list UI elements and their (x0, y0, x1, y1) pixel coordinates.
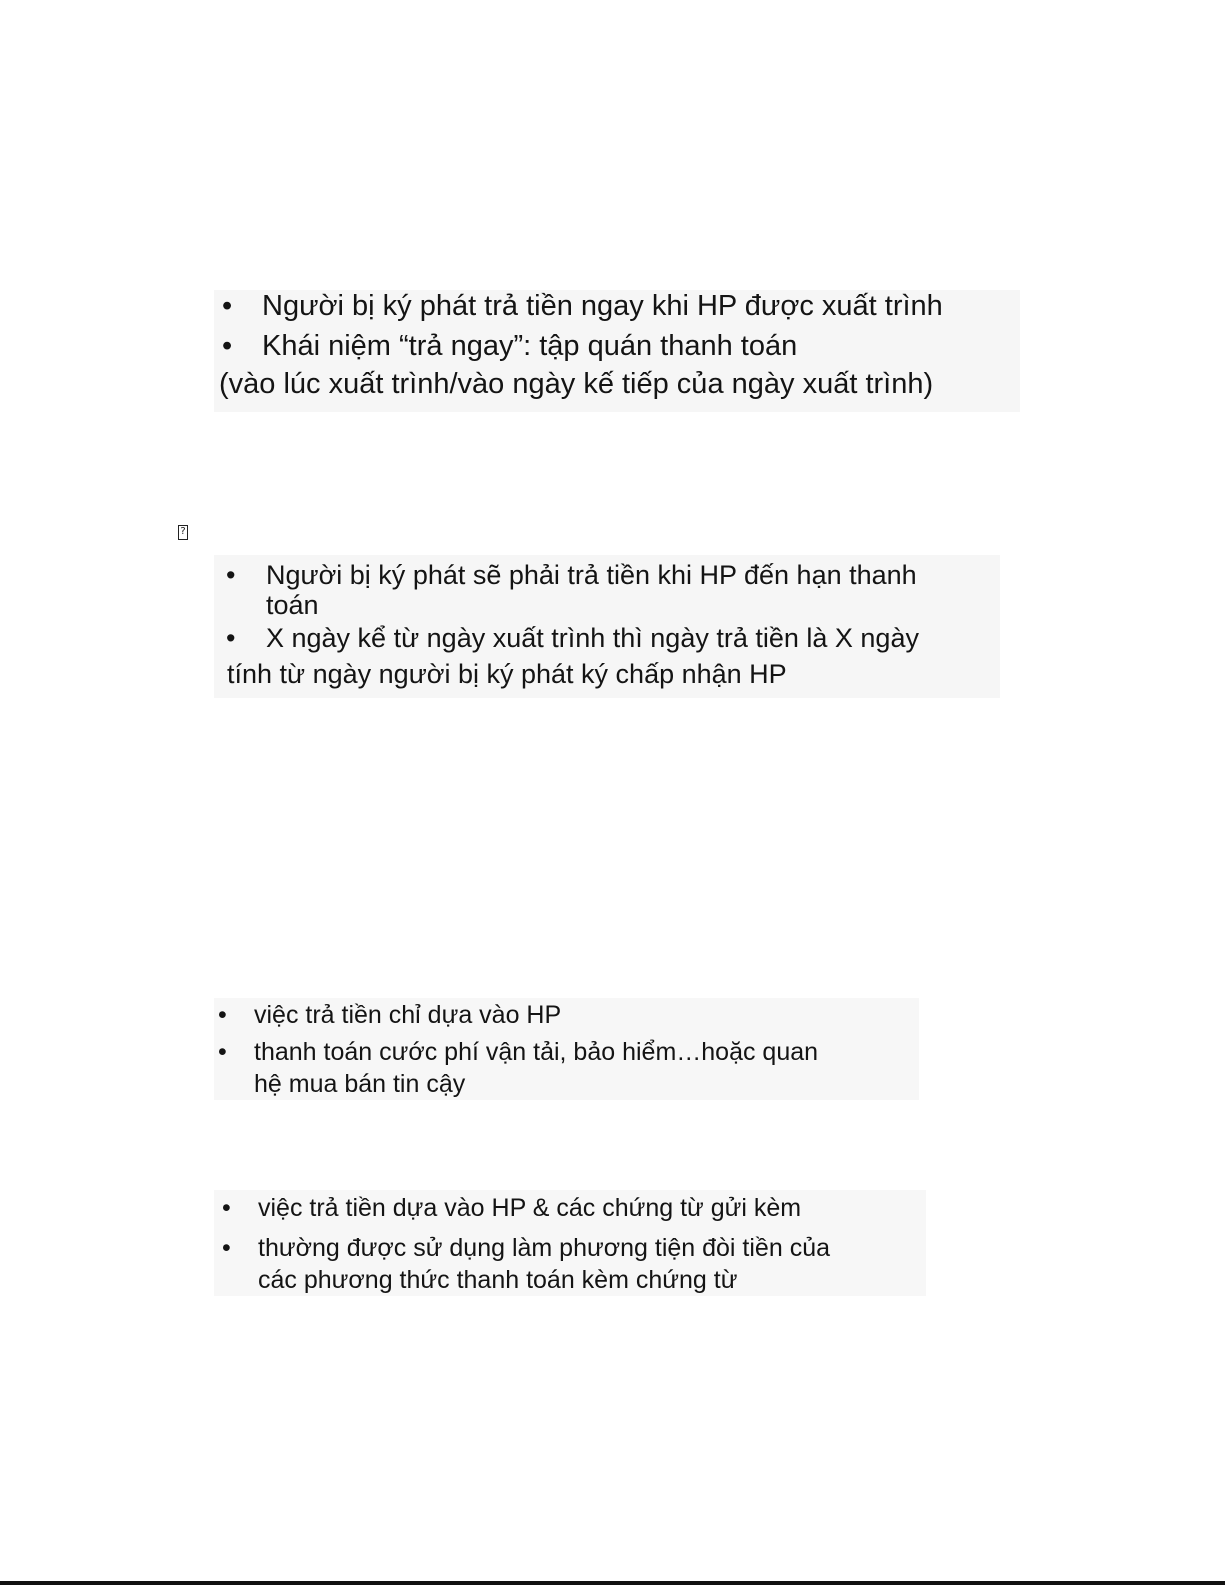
missing-glyph-icon: ? (178, 525, 188, 540)
bullet: • (226, 623, 236, 653)
page-bottom-rule (0, 1581, 1225, 1585)
text-line: toán (266, 590, 319, 620)
bullet: • (222, 290, 233, 322)
text-line: (vào lúc xuất trình/vào ngày kế tiếp của ngày xuất trình) (219, 368, 934, 400)
text-line: hệ mua bán tin cậy (254, 1070, 466, 1098)
text-line: X ngày kể từ ngày xuất trình thì ngày trả tiền là X ngày (266, 623, 919, 653)
text-line: thanh toán cước phí vận tải, bảo hiểm…hoặc quan (254, 1038, 819, 1066)
bullet: • (222, 1194, 231, 1222)
bullet: • (218, 1038, 227, 1066)
text-line: các phương thức thanh toán kèm chứng từ (258, 1266, 738, 1294)
text-line: Khái niệm “trả ngay”: tập quán thanh toán (262, 330, 798, 362)
slide-excerpt-clean-bill (214, 998, 919, 1100)
slide-excerpt-documentary-bill (214, 1190, 926, 1296)
text-line: Người bị ký phát trả tiền ngay khi HP được xuất trình (262, 290, 943, 322)
text-line: tính từ ngày người bị ký phát ký chấp nhận HP (227, 659, 787, 689)
bullet: • (226, 560, 236, 590)
text-line: thường được sử dụng làm phương tiện đòi tiền của (258, 1234, 830, 1262)
bullet: • (218, 1001, 227, 1029)
slide-excerpt-time-bill (214, 555, 1000, 698)
slide-excerpt-sight-bill (214, 290, 1020, 412)
text-line: việc trả tiền chỉ dựa vào HP (254, 1001, 562, 1029)
text-line: việc trả tiền dựa vào HP & các chứng từ gửi kèm (258, 1194, 802, 1222)
bullet: • (222, 1234, 231, 1262)
bullet: • (222, 330, 233, 362)
text-line: Người bị ký phát sẽ phải trả tiền khi HP đến hạn thanh (266, 560, 917, 590)
